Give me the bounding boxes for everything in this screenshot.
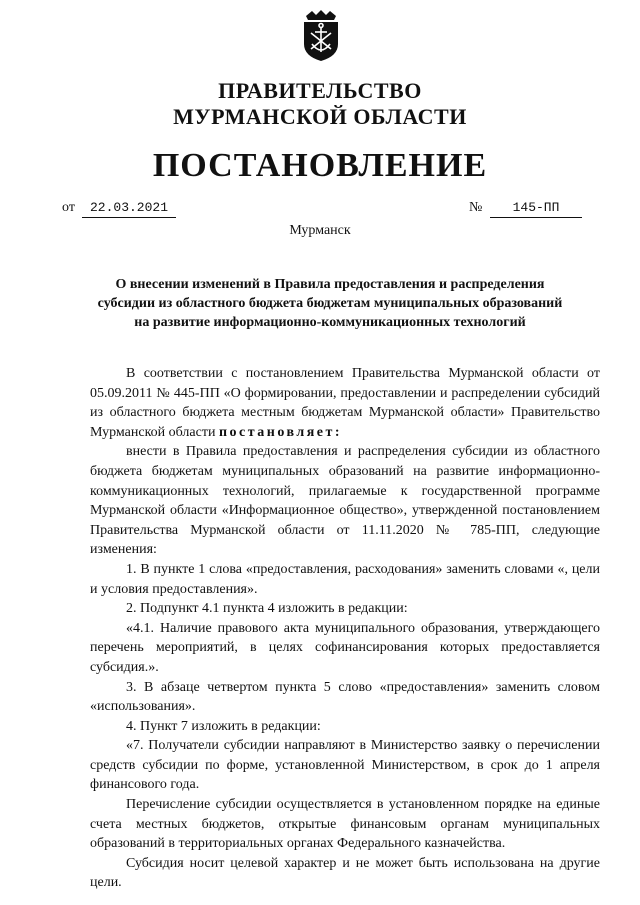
preamble-text: В соответствии с постановлением Правительства Мурманской области от 05.09.2011 № 445-ПП «О формировании, предоставлении и распределении субсидий из областного бюджета местным бюджетам Мурманской области» Правительство Мурманской области bbox=[90, 366, 600, 440]
paragraph-quote-7: «7. Получатели субсидии направляют в Министерство заявку о перечислении средств субсидии по форме, установленной Министерством, в срок до 1 апреля финансового года. bbox=[90, 738, 600, 793]
paragraph-item-3: 3. В абзаце четвертом пункта 5 слово «предоставления» заменить словом «использования». bbox=[90, 679, 600, 715]
document-date: 22.03.2021 bbox=[82, 199, 176, 218]
paragraph-item-2: 2. Подпункт 4.1 пункта 4 изложить в редакции: bbox=[126, 601, 408, 617]
city-name: Мурманск bbox=[289, 223, 351, 238]
title-line-1: О внесении изменений в Правила предоставления и распределения bbox=[115, 277, 545, 292]
document-number: 145-ПП bbox=[490, 199, 582, 218]
paragraph-item-1: 1. В пункте 1 слова «предоставления, расходования» заменить словами «, цели и условия предоставления». bbox=[90, 561, 600, 597]
number-prefix: № bbox=[469, 200, 483, 215]
organization-name-line2: МУРМАНСКОЙ ОБЛАСТИ bbox=[173, 104, 467, 129]
document-title bbox=[60, 275, 600, 332]
paragraph-purpose: Субсидия носит целевой характер и не может быть использована на другие цели. bbox=[90, 855, 600, 891]
resolution-keyword: постановляет: bbox=[218, 424, 343, 440]
document-body bbox=[90, 364, 600, 893]
document-type: ПОСТАНОВЛЕНИЕ bbox=[152, 147, 488, 184]
title-line-2: субсидии из областного бюджета бюджетам муниципальных образований bbox=[97, 296, 563, 311]
paragraph-quote-4-1: «4.1. Наличие правового акта муниципального образования, утверждающего перечень мероприятий, в целях софинансирования которых предоставляется субсидия.». bbox=[90, 620, 600, 675]
paragraph-preamble bbox=[90, 364, 600, 442]
coat-of-arms-icon bbox=[300, 8, 342, 62]
organization-name-line1: ПРАВИТЕЛЬСТВО bbox=[218, 78, 422, 103]
paragraph-resolution: внести в Правила предоставления и распределения субсидии из областного бюджета бюджетам муниципальных образований на развитие информационно-коммуникационных технологий, прилагаемые к государственной программе Мурманской области «Информационное общество», утвержденной постановлением Правительства Мурманской области от 11.11.2020 № 785-ПП, следующие изменения: bbox=[90, 444, 600, 558]
title-line-3: на развитие информационно-коммуникационных технологий bbox=[134, 315, 526, 330]
paragraph-transfer: Перечисление субсидии осуществляется в установленном порядке на единые счета местных бюджетов, открытые финансовым органам муниципальных образований в территориальных органах Федерального казначейства. bbox=[90, 797, 600, 852]
paragraph-item-4: 4. Пункт 7 изложить в редакции: bbox=[126, 718, 321, 734]
date-prefix: от bbox=[62, 200, 75, 215]
